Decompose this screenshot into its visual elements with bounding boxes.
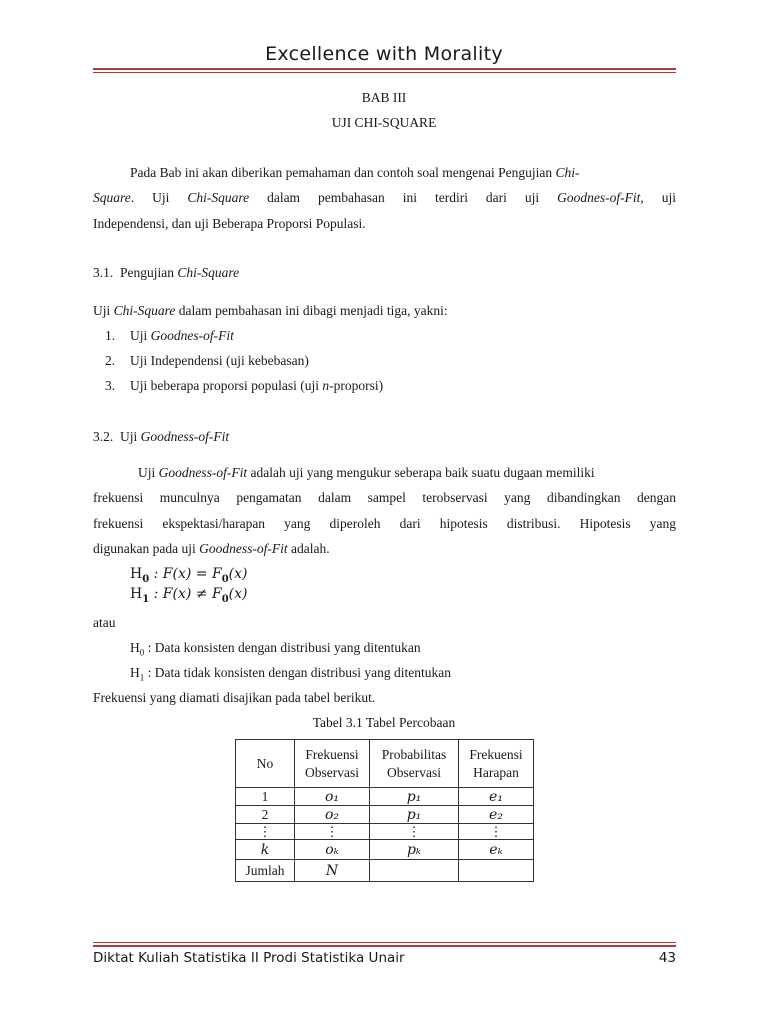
table-row [236, 860, 534, 882]
footer-text: Diktat Kuliah Statistika II Prodi Statistika Unair [93, 950, 405, 966]
header-cell: Probabilitas Observasi [370, 740, 459, 788]
table-cell [370, 860, 459, 882]
table-cell: 2 [236, 806, 295, 824]
header-cell: No [236, 740, 295, 788]
table-cell: p₁ [370, 806, 459, 824]
table-cell: k [236, 840, 295, 860]
table-cell: pₖ [370, 840, 459, 860]
chapter-title: UJI CHI-SQUARE [331, 115, 437, 130]
h0-description: $H_0$ : Data konsisten dengan distribusi yang ditentukan [130, 640, 421, 658]
table-caption: Tabel 3.1 Tabel Percobaan [312, 715, 456, 730]
list-item: 1. Uji Goodnes-of-Fit [105, 328, 234, 343]
list-item: 2. Uji Independensi (uji kebebasan) [105, 353, 309, 368]
header-title: Excellence with Morality [265, 43, 503, 65]
table-cell: e₁ [459, 788, 534, 806]
table-cell: ⋮ [370, 824, 459, 840]
header-rule-top [93, 68, 676, 70]
table-row [236, 788, 534, 806]
table-cell: o₂ [295, 806, 370, 824]
table-cell: N [295, 860, 370, 882]
chapter-label: BAB III [361, 90, 407, 105]
table-cell: oₖ [295, 840, 370, 860]
header-rule-bottom [93, 72, 676, 73]
data-table [235, 739, 534, 882]
method-list [105, 328, 383, 403]
intro-line1: Pada Bab ini akan diberikan pemahaman dan contoh soal mengenai Pengujian Chi- [130, 165, 580, 180]
s32-line2: frekuensi munculnya pengamatan dalam sampel terobservasi yang dibandingkan dengan [93, 490, 676, 506]
s32-line4: digunakan pada uji Goodness-of-Fit adalah. [93, 540, 330, 556]
table-row [236, 806, 534, 824]
table-intro: Frekuensi yang diamati disajikan pada tabel berikut. [93, 690, 376, 705]
table-row [236, 824, 534, 840]
list-item: 3. Uji beberapa proporsi populasi (uji n-proporsi) [105, 378, 384, 393]
footer-rule-top [93, 942, 676, 943]
table-header-row [236, 740, 534, 788]
hypothesis-h0-formula: $H_0$ : $F(x) = F_0(x)$ [130, 566, 248, 585]
table-cell: o₁ [295, 788, 370, 806]
s32-line1: Uji Goodness-of-Fit adalah uji yang mengukur seberapa baik suatu dugaan memiliki [138, 465, 595, 480]
s32-line3: frekuensi ekspektasi/harapan yang diperoleh dari hipotesis distribusi. Hipotesis yang [93, 515, 676, 531]
table-cell: 1 [236, 788, 295, 806]
intro-paragraph [93, 165, 676, 241]
section-3-1-body: Uji Chi-Square dalam pembahasan ini dibagi menjadi tiga, yakni: [93, 303, 448, 318]
h1-description: $H_1$ : Data tidak konsisten dengan distribusi yang ditentukan [130, 665, 451, 683]
table-cell: ⋮ [236, 824, 295, 840]
table-cell: Jumlah [236, 860, 295, 882]
table-cell: ⋮ [459, 824, 534, 840]
table-cell: e₂ [459, 806, 534, 824]
intro-line2: Square. Uji Chi-Square dalam pembahasan ini terdiri dari uji Goodnes-of-Fit, uji [93, 190, 676, 206]
table-cell [459, 860, 534, 882]
table-cell: p₁ [370, 788, 459, 806]
intro-line3: Independensi, dan uji Beberapa Proporsi Populasi. [93, 215, 366, 231]
section-3-2-heading: 3.2. Uji Goodness-of-Fit [93, 429, 230, 444]
footer-rule-bottom [93, 945, 676, 947]
section-3-2-paragraph [93, 465, 676, 566]
page-number: 43 [658, 950, 676, 966]
table-cell: ⋮ [295, 824, 370, 840]
hypothesis-h1-formula: $H_1$ : $F(x) \ne F_0(x)$ [130, 586, 248, 605]
section-3-1-heading: 3.1. Pengujian Chi-Square [93, 265, 240, 280]
table-row [236, 840, 534, 860]
atau-text: atau [93, 615, 116, 630]
header-cell: Frekuensi Observasi [295, 740, 370, 788]
header-cell: Frekuensi Harapan [459, 740, 534, 788]
table-cell: eₖ [459, 840, 534, 860]
